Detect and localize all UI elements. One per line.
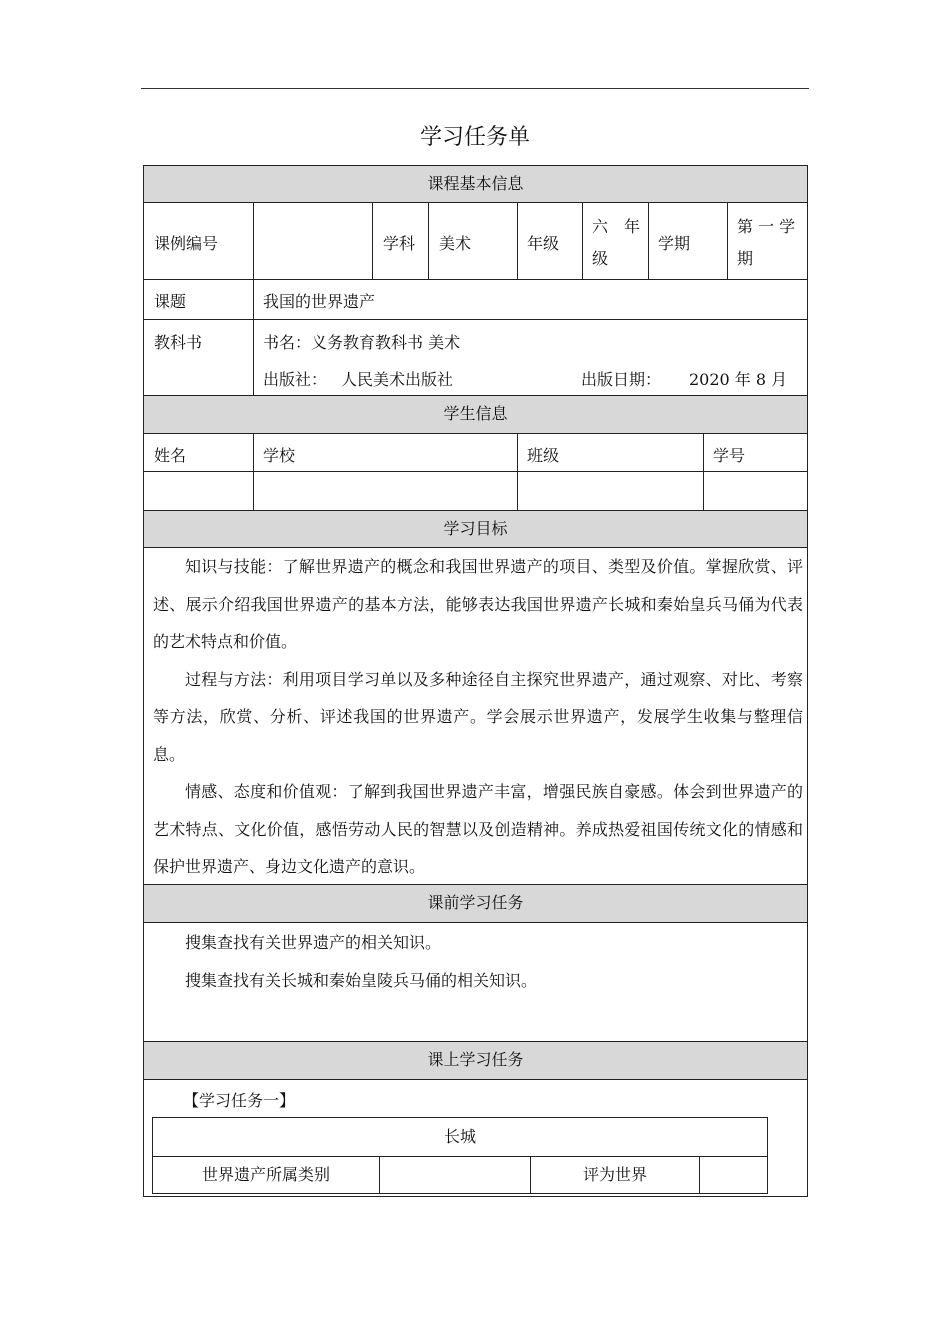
class-field[interactable]	[517, 471, 704, 511]
pub-date-label: 出版日期：	[581, 370, 662, 389]
section-title: 课上学习任务	[427, 1050, 524, 1069]
pre-task-item: 搜集查找有关世界遗产的相关知识。	[185, 933, 442, 952]
cell-grade-label	[517, 202, 583, 280]
name-label: 姓名	[154, 446, 187, 465]
section-header-pre-class	[143, 884, 808, 923]
section-header-student-info	[143, 395, 808, 434]
class-label: 班级	[527, 446, 560, 465]
rated-label: 评为世界	[582, 1165, 647, 1184]
pub-date-value: 2020 年 8 月	[689, 370, 788, 389]
grade-value: 六 年级	[592, 217, 641, 268]
cell-class-label	[517, 433, 704, 472]
cell-topic-value	[253, 279, 808, 320]
cell-term-label	[648, 202, 728, 280]
cell-topic-label	[143, 279, 254, 320]
pre-class-text	[153, 924, 803, 999]
page-title: 学习任务单	[419, 125, 530, 150]
cell-case-no-value	[253, 202, 373, 280]
cell-school-label	[253, 433, 518, 472]
cell-textbook-label	[143, 319, 254, 396]
section-header-objectives	[143, 510, 808, 548]
cell-id-label	[703, 433, 808, 472]
cell-grade-value	[582, 202, 649, 280]
name-field[interactable]	[143, 471, 254, 511]
cell-subject-label	[372, 202, 429, 280]
section-title: 课前学习任务	[427, 893, 524, 912]
objective-process: 过程与方法：利用项目学习单以及多种途径自主探究世界遗产，通过观察、对比、考察等方法，欣赏、分析、评述我国的世界遗产。学会展示世界遗产，发展学生收集与整理信息。	[153, 669, 803, 764]
grade-label: 年级	[527, 234, 560, 253]
objective-attitude: 情感、态度和价值观：了解到我国世界遗产丰富，增强民族自豪感。体会到世界遗产的艺术特点、文化价值，感悟劳动人民的智慧以及创造精神。养成热爱祖国传统文化的情感和保护世界遗产、身边文化遗产的意识。	[153, 782, 803, 876]
school-label: 学校	[263, 446, 296, 465]
section-header-in-class	[143, 1041, 808, 1080]
case-no-label: 课例编号	[154, 234, 219, 253]
objective-knowledge: 知识与技能：了解世界遗产的概念和我国世界遗产的项目、类型及价值。掌握欣赏、评述、展示介绍我国世界遗产的基本方法，能够表达我国世界遗产长城和秦始皇兵马俑为代表的艺术特点和价值。	[153, 557, 803, 651]
school-field[interactable]	[253, 471, 518, 511]
section-title: 学习目标	[443, 519, 508, 538]
rated-field[interactable]	[699, 1156, 768, 1194]
category-field[interactable]	[379, 1156, 531, 1194]
publisher-label: 出版社：	[263, 370, 328, 389]
cell-term-value	[727, 202, 808, 280]
objectives-text	[153, 548, 803, 886]
publisher-value: 人民美术出版社	[341, 370, 454, 389]
cell-name-label	[143, 433, 254, 472]
book-name: 书名：义务教育教科书 美术	[263, 333, 461, 352]
section-title: 课程基本信息	[427, 174, 524, 193]
cell-case-no-label	[143, 202, 254, 280]
topic-value: 我国的世界遗产	[263, 292, 376, 311]
category-label: 世界遗产所属类别	[201, 1165, 330, 1184]
subject-value: 美术	[439, 234, 472, 253]
inner-table-title-cell	[152, 1117, 768, 1157]
cell-textbook-value	[253, 319, 808, 396]
topic-label: 课题	[154, 292, 187, 311]
subject-label: 学科	[383, 234, 416, 253]
top-rule	[141, 88, 809, 89]
cell-category-label	[152, 1156, 380, 1194]
inner-table-title: 长城	[443, 1127, 476, 1146]
section-header-course-info	[143, 165, 808, 203]
textbook-label: 教科书	[154, 333, 203, 352]
cell-rated-label	[530, 1156, 700, 1194]
id-label: 学号	[713, 446, 746, 465]
term-label: 学期	[658, 234, 691, 253]
student-id-field[interactable]	[703, 471, 808, 511]
term-value: 第 一 学期	[737, 217, 796, 268]
section-title: 学生信息	[443, 404, 508, 423]
cell-subject-value	[428, 202, 518, 280]
task-one-label: 【学习任务一】	[183, 1091, 296, 1110]
pre-task-item: 搜集查找有关长城和秦始皇陵兵马俑的相关知识。	[185, 970, 538, 990]
